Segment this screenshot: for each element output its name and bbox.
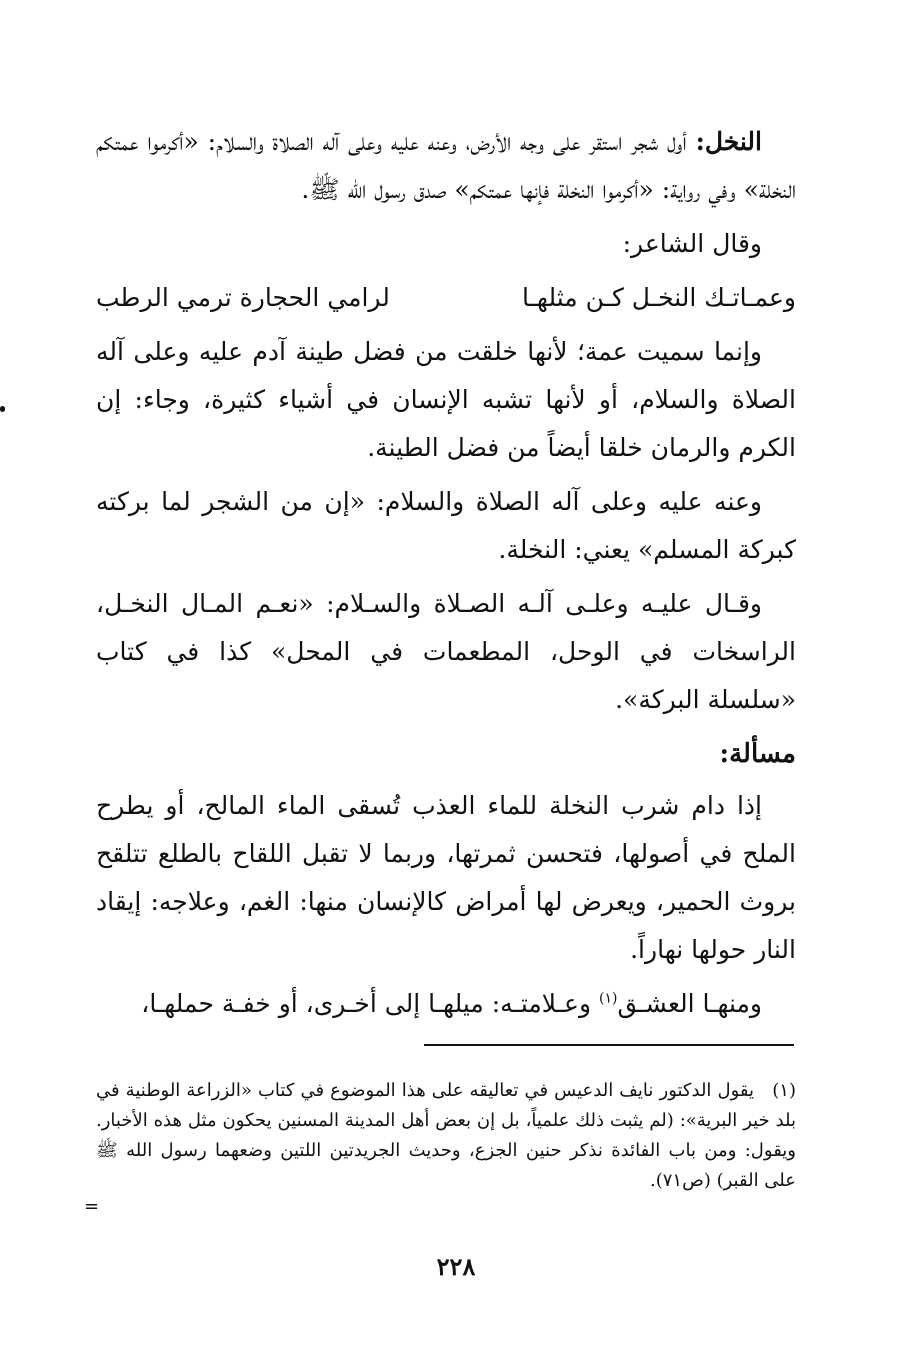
paragraph-poet-intro: وقال الشاعر: — [622, 229, 762, 258]
paragraph-text: وعـلامتـه: ميلهـا إلى أخـرى، أو خفـة حملهـا، — [141, 989, 599, 1018]
paragraph-text: أول شجر استقر على وجه الأرض، وعنه عليه وعلى آله الصلاة والسلام: «أكرموا عمتكم النخلة» وفي رواية: «أكرموا النخلة فإنها عمتكم» صدق رسول الله ﷺ. — [96, 127, 796, 204]
paragraph-text: ومنهـا العشـق — [617, 989, 762, 1018]
margin-mark — [0, 406, 5, 412]
verse-first-hemistich: وعمـاتـك النخـل كـن مثلهـا — [521, 283, 796, 312]
page-number: ٢٢٨ — [436, 1252, 476, 1281]
footnote-divider — [424, 1044, 794, 1046]
footnote-number: (١) — [772, 1080, 796, 1101]
page-body — [96, 118, 796, 1034]
footnotes — [96, 1076, 796, 1196]
section-heading: مسألة: — [719, 739, 796, 769]
poem-verse — [96, 274, 796, 322]
continuation-mark: = — [84, 1196, 100, 1217]
paragraph-hadith-blessing: وعنه عليه وعلى آله الصلاة والسلام: «إن من الشجر لما بركته كبركة المسلم» يعني: النخلة. — [96, 487, 796, 564]
paragraph-hadith-wealth: وقـال عليـه وعلـى آلـه الصـلاة والسـلام: «نعـم المـال النخـل، الراسخات في الوحل، المطعمات في المحل» كذا في كتاب «سلسلة البركة». — [96, 589, 796, 714]
paragraph-love — [96, 980, 796, 1028]
footnote-item — [96, 1076, 796, 1196]
paragraph-aunt-reason: وإنما سميت عمة؛ لأنها خلقت من فضل طينة آدم عليه وعلى آله الصلاة والسلام، أو لأنها تشبه الإنسان في أشياء كثيرة، وجاء: إن الكرم والرمان خلقا أيضاً من فضل الطينة. — [96, 337, 796, 462]
footnote-reference[interactable]: (١) — [599, 990, 618, 1007]
paragraph-watering: إذا دام شرب النخلة للماء العذب تُسقى الماء المالح، أو يطرح الملح في أصولها، فتحسن ثمرتها، وربما لا تقبل اللقاح بالطلع تتلقح بروث الحمير، ويعرض لها أمراض كالإنسان منها: الغم، وعلاجه: إيقاد النار حولها نهاراً. — [96, 791, 796, 964]
footnote-text: يقول الدكتور نايف الدعيس في تعاليقه على هذا الموضوع في كتاب «الزراعة الوطنية في بلد خير البرية»: (لم يثبت ذلك علمياً، بل إن بعض أهل المدينة المسنين يحكون مثل هذه الأخبار. ويقول: ومن باب الفائدة نذكر حنين الجزع، وحديث الجريدتين اللتين وضعهما رسول الله ﷺ على القبر) (ص٧١). — [96, 1080, 796, 1191]
paragraph-lead-word: النخل: — [695, 127, 762, 156]
verse-second-hemistich: لرامي الحجارة ترمي الرطب — [96, 283, 390, 312]
paragraph-palm-intro — [96, 118, 796, 214]
